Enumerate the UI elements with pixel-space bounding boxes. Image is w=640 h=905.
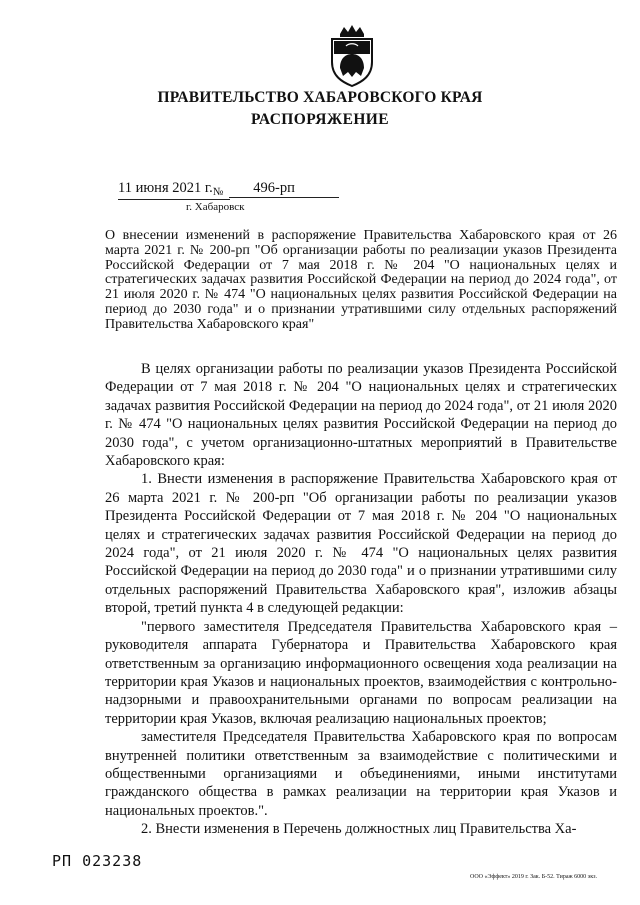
paragraph: В целях организации работы по реализации указов Президента Российской Федерации от 7 мая 2018 г. № 204 "О национальных целях и стратегических задачах развития Российской Федерации на период до 2024 года", от 21 июля 2020 г. № 474 "О национальных целях развития Российской Федерации на период до 2030 года", с учетом организационно-штатных мероприятий в Правительстве Хабаровского края: bbox=[105, 361, 617, 470]
city-label: г. Хабаровск bbox=[186, 201, 245, 213]
document-body bbox=[105, 360, 617, 839]
registration-line bbox=[118, 180, 339, 198]
form-serial-code: РП 023238 bbox=[52, 852, 143, 870]
organization-title: ПРАВИТЕЛЬСТВО ХАБАРОВСКОГО КРАЯ bbox=[157, 89, 483, 106]
number-sign: № bbox=[212, 186, 224, 198]
paragraph: заместителя Председателя Правительства Хабаровского края по вопросам внутренней политики ответственным за взаимодействие с политическими и общественными организациями и объединениями, иными институтами гражданского общества в рамках реализации на территории края Указов и национальных проектов.". bbox=[105, 729, 617, 819]
document-number: 496-рп bbox=[229, 180, 339, 198]
coat-of-arms-icon bbox=[326, 24, 378, 88]
paragraph: 2. Внести изменения в Перечень должностных лиц Правительства Ха- bbox=[141, 821, 577, 838]
paragraph: 1. Внести изменения в распоряжение Правительства Хабаровского края от 26 марта 2021 г. № 200-рп "Об организации работы по реализации указов Президента Российской Федерации от 7 мая 2018 г. № 204 "О национальных целях и стратегических задачах развития Российской Федерации на период до 2024 года", от 21 июля 2020 г. № 474 "О национальных целях развития Российской Федерации на период до 2030 года" и о признании утратившими силу отдельных распоряжений Правительства Хабаровского края", изложив абзацы второй, третий пункта 4 в следующей редакции: bbox=[105, 471, 617, 617]
paragraph: "первого заместителя Председателя Правительства Хабаровского края – руководителя аппарата Губернатора и Правительства Хабаровского края ответственным за организацию информационного освещения хода реализации на территории края Указов и национальных проектов, взаимодействия с контрольно-надзорными и правоохранительными органами по вопросам реализации на территории края Указов, включая реализацию национальных проектов; bbox=[105, 618, 617, 727]
document-date: 11 июня 2021 г. bbox=[118, 180, 213, 196]
document-subject: О внесении изменений в распоряжение Правительства Хабаровского края от 26 марта 2021 г. № 200-рп "Об организации работы по реализации указов Президента Российской Федерации от 7 мая 2018 г. № 204 "О национальных целях и стратегических задачах развития Российской Федерации на период до 2024 года", от 21 июля 2020 г. № 474 "О национальных целях развития Российской Федерации на период до 2030 года" и о признании утратившими силу отдельных распоряжений Правительства Хабаровского края" bbox=[105, 228, 617, 332]
date-underline bbox=[118, 199, 230, 200]
document-type: РАСПОРЯЖЕНИЕ bbox=[250, 111, 390, 128]
print-info: ООО «Эффект» 2019 г. Зак. Б-52. Тираж 6000 экз. bbox=[470, 874, 597, 880]
